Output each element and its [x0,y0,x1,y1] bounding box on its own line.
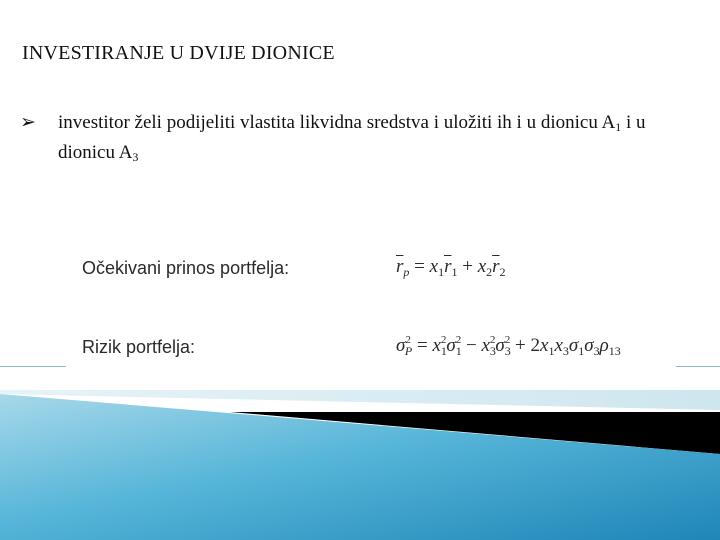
sigma-3-sub: 3 [504,344,511,358]
formula-image [0,240,720,370]
x1-cross-sub: 1 [548,344,555,358]
bullet-sub-3: 3 [132,150,139,164]
sigma-p: σ [396,335,406,356]
r-portfolio-sub: p [403,265,410,279]
sq: 2 [405,334,411,346]
bullet-text-part1: investitor želi podijeliti vlastita likvidna sredstva i uložiti ih i u dionicu A [58,112,616,133]
x1: x [429,256,439,277]
rho: ρ [599,335,609,356]
x2-sub: 2 [486,265,493,279]
sigma-3-sq: 2 [504,334,511,346]
minus-sign: − [461,335,482,356]
eq-sign-2: = [412,335,433,356]
bullet-item [20,110,700,170]
sigma-3-cross-sub: 3 [593,344,600,358]
rho-sub: 13 [608,344,621,358]
x1-sub: 1 [438,265,445,279]
x3-cross: x [554,335,563,356]
sigma-1-cross-sub: 1 [578,344,585,358]
expected-return-label: Očekivani prinos portfelja: [82,258,290,278]
r2-sub: 2 [499,265,506,279]
right-rule [676,366,720,367]
r1-sub: 1 [451,265,458,279]
r1: $\overline{r}$ [444,256,452,277]
sigma-1-cross: σ [568,335,579,356]
sigma-1: σ [446,335,456,356]
r2: $\overline{r}$ [492,256,500,277]
x2: x [477,256,487,277]
x3-cross-sub: 3 [562,344,569,358]
x3: x [481,335,490,356]
x1-risk-sub: 1 [440,344,447,358]
expected-return-formula [396,256,506,280]
plus-sign: + [457,256,478,277]
sigma-1-sub: 1 [455,344,462,358]
slide-title: INVESTIRANJE U DVIJE DIONICE [22,42,335,64]
risk-label: Rizik portfelja: [82,337,196,357]
bullet-sub-1: 1 [615,120,622,134]
x3-sq: 2 [489,334,496,346]
r-portfolio: $\overline{r}$ [396,256,404,277]
sigma-3: σ [495,335,505,356]
risk-formula [396,334,621,359]
left-rule [0,366,66,367]
x1-risk: x [432,335,441,356]
arrow-bullet-icon: ➢ [20,111,36,133]
x3-sub: 3 [489,344,496,358]
eq-sign-1: = [409,256,430,277]
plus-two: + 2 [510,335,540,356]
sigma-1-sq: 2 [455,334,462,346]
bullet-text-part2: i u dionicu A [58,112,646,163]
sigma-p-sub: P [404,344,413,358]
x1-sq: 2 [440,334,447,346]
sigma-3-cross: σ [584,335,594,356]
x1-cross: x [540,335,549,356]
bullet-text [58,110,700,170]
footer-decoration [0,380,720,540]
